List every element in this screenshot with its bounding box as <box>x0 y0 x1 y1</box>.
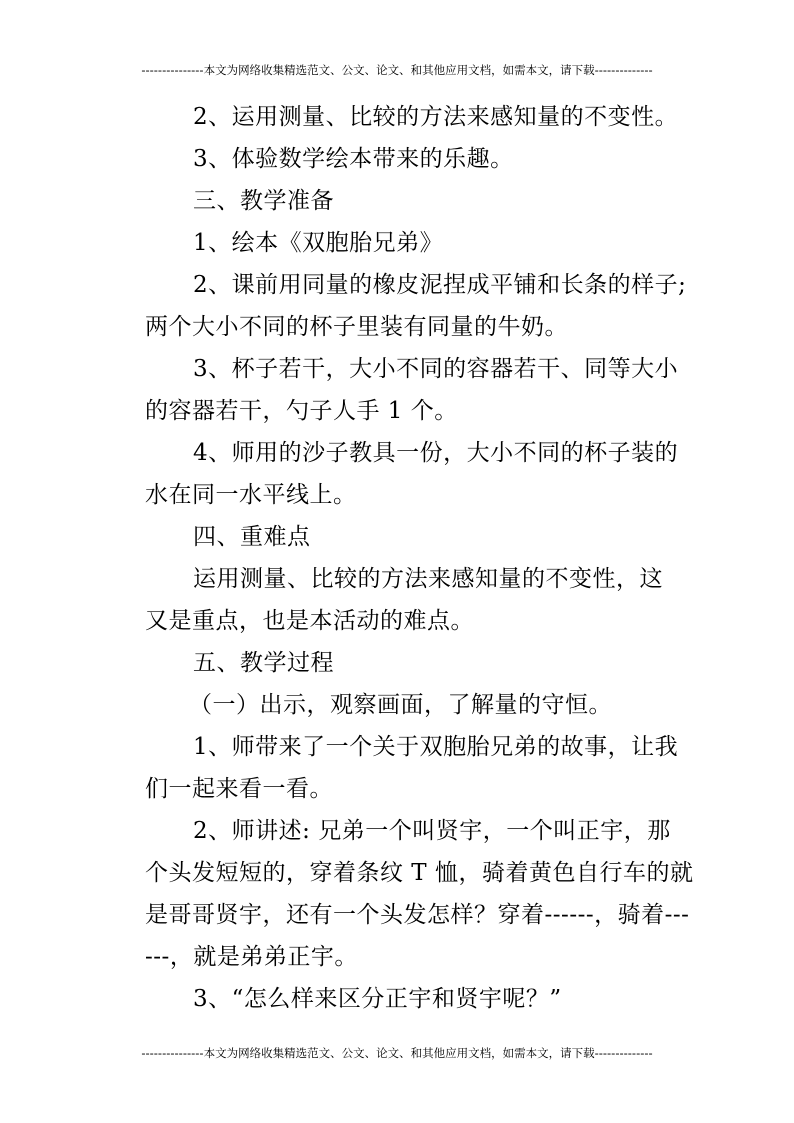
section-heading: 五、教学过程 <box>193 650 334 676</box>
text-line: 个头发短短的，穿着条纹 T 恤，骑着黄色自行车的就 <box>145 860 694 886</box>
header-banner: ---------------本文为网络收集精选范文、公文、论文、和其他应用文档，如需本文，请下载-------------- <box>141 63 653 77</box>
section-heading: 三、教学准备 <box>193 188 334 214</box>
text-line: 2、师讲述: 兄弟一个叫贤宇，一个叫正宇，那 <box>193 818 671 844</box>
document-body <box>145 96 694 1020</box>
text-line: 2、运用测量、比较的方法来感知量的不变性。 <box>193 104 679 130</box>
text-line: 运用测量、比较的方法来感知量的不变性，这 <box>193 566 663 592</box>
footer-banner: ---------------本文为网络收集精选范文、公文、论文、和其他应用文档，如需本文，请下载-------------- <box>141 1046 653 1060</box>
text-line: ---，就是弟弟正宇。 <box>145 944 358 970</box>
text-line: 3、杯子若干，大小不同的容器若干、同等大小 <box>193 356 679 382</box>
text-line: 的容器若干，勺子人手 1 个。 <box>145 398 458 424</box>
text-line: 们一起来看一看。 <box>145 776 333 802</box>
text-line: 两个大小不同的杯子里装有同量的牛奶。 <box>145 314 568 340</box>
text-line: 4、师用的沙子教具一份，大小不同的杯子装的 <box>193 440 679 466</box>
section-heading: 四、重难点 <box>193 524 311 550</box>
text-line: 3、“怎么样来区分正宇和贤宇呢？” <box>193 986 562 1012</box>
text-line: 1、师带来了一个关于双胞胎兄弟的故事，让我 <box>193 734 679 760</box>
text-line: 1、绘本《双胞胎兄弟》 <box>193 230 444 256</box>
text-line: 又是重点，也是本活动的难点。 <box>145 608 474 634</box>
text-line: 3、体验数学绘本带来的乐趣。 <box>193 146 514 172</box>
text-line: 水在同一水平线上。 <box>145 482 357 508</box>
text-line: 2、课前用同量的橡皮泥捏成平铺和长条的样子; <box>193 272 687 298</box>
text-line: 是哥哥贤宇，还有一个头发怎样？穿着------，骑着--- <box>145 902 690 928</box>
text-line: （一）出示，观察画面，了解量的守恒。 <box>189 692 612 718</box>
